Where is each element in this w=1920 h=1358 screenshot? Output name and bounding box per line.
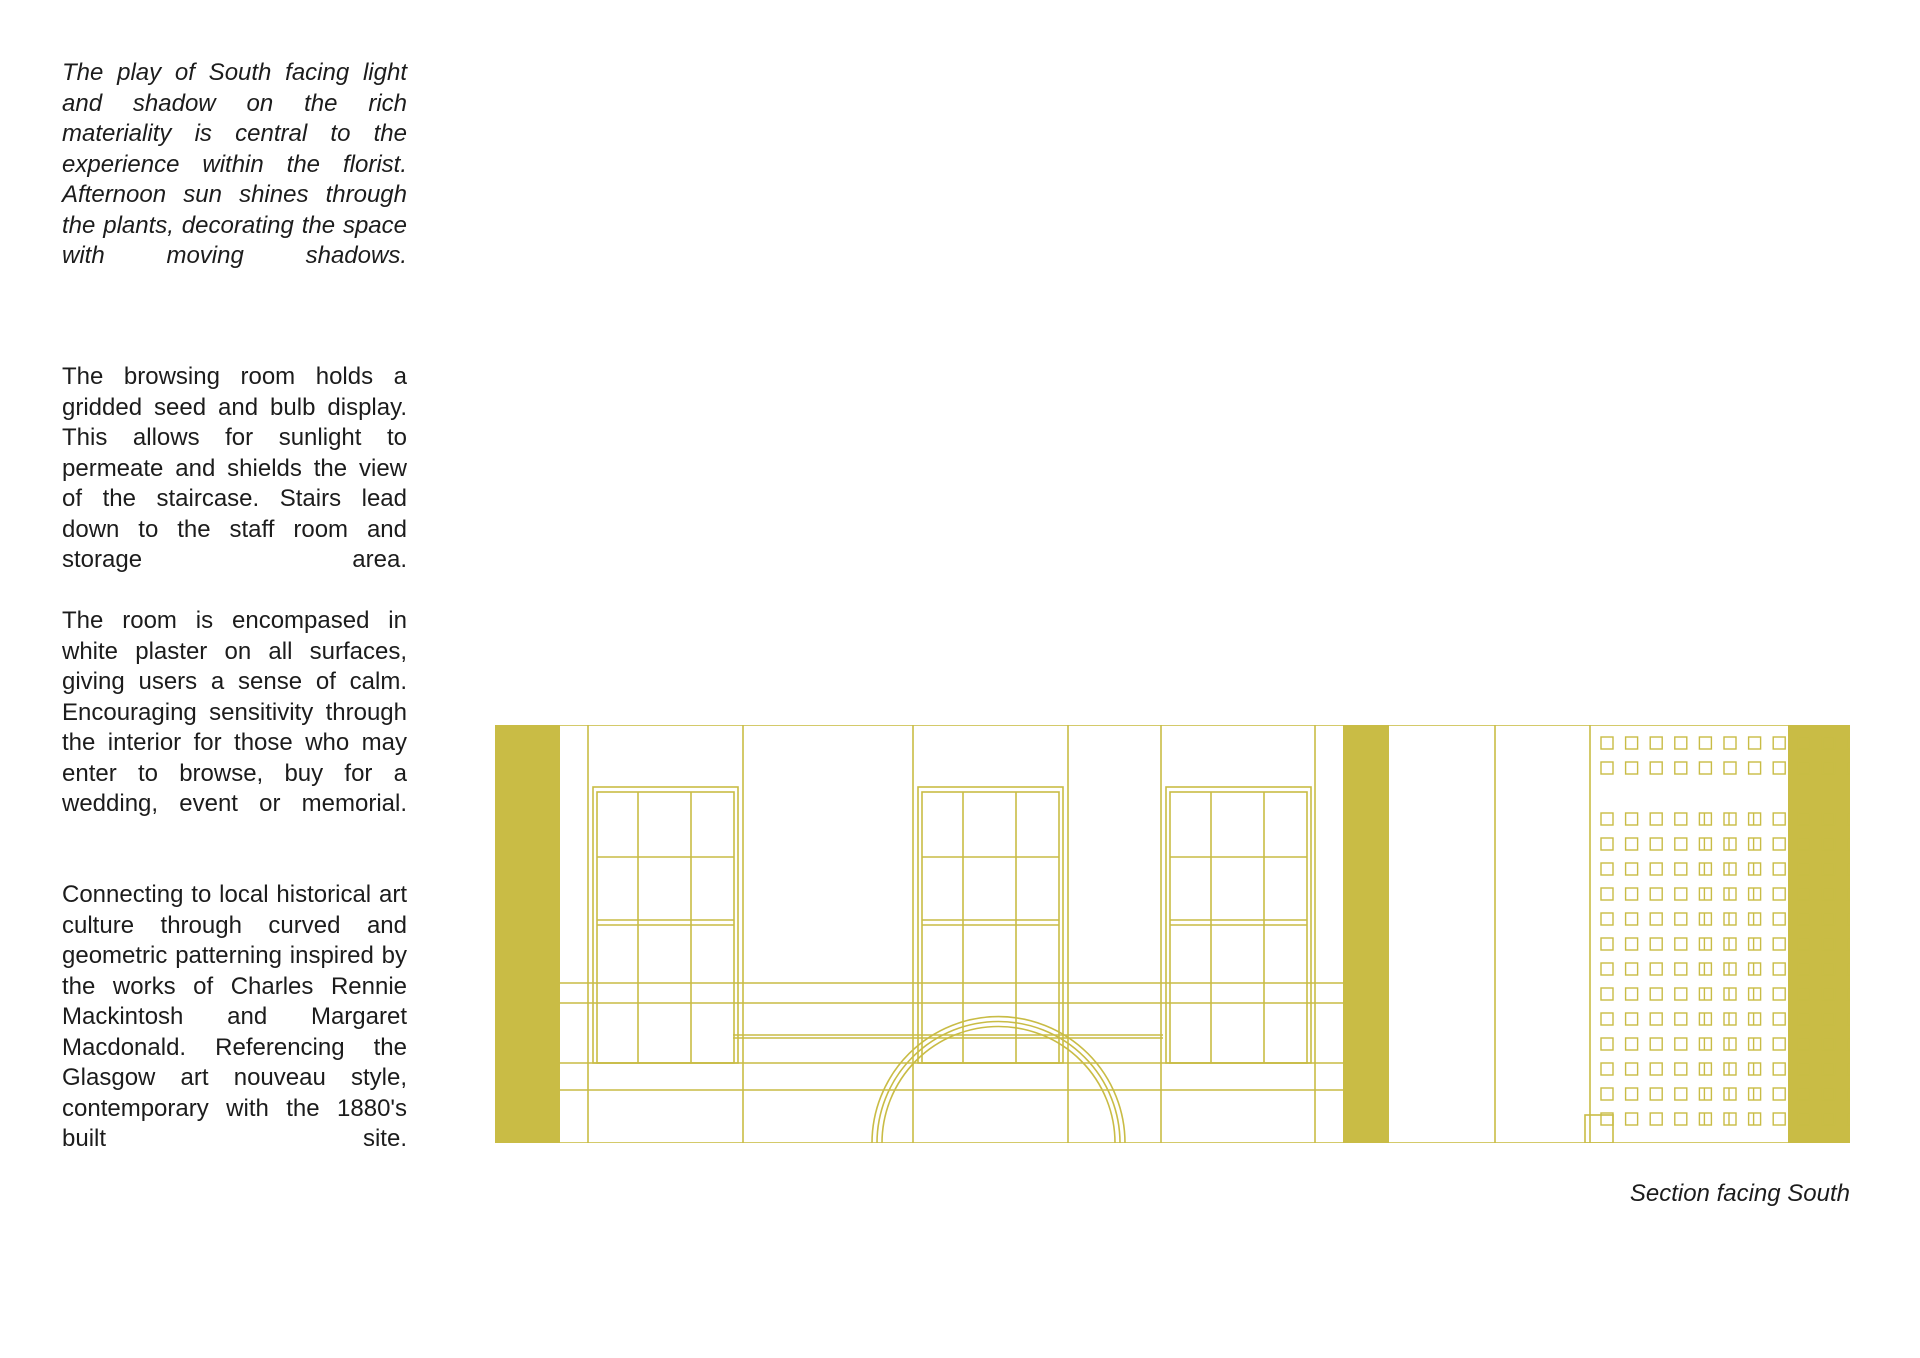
seed-cell (1650, 938, 1662, 950)
seed-cell (1749, 988, 1761, 1000)
seed-cell (1773, 963, 1785, 975)
seed-cell (1675, 963, 1687, 975)
seed-cell (1749, 938, 1761, 950)
seed-cell (1650, 813, 1662, 825)
seed-cell (1724, 988, 1736, 1000)
left-column (495, 725, 560, 1143)
seed-cell (1773, 913, 1785, 925)
seed-cell (1626, 963, 1638, 975)
culture-paragraph: Connecting to local historical art culture through curved and geometric patterning inspired by the works of Charles Rennie Mackintosh and Margaret Macdonald. Referencing the Glasgow art nouveau style, contemporary with the 1880's built site. (62, 881, 407, 1152)
intro-paragraph: The play of South facing light and shadow on the rich materiality is central to the experience within the florist. Afternoon sun shines through the plants, decorating the space with moving shadows. (62, 59, 407, 269)
seed-cell (1626, 1013, 1638, 1025)
seed-cell (1724, 863, 1736, 875)
seed-cell (1699, 838, 1711, 850)
seed-cell (1675, 838, 1687, 850)
seed-cell (1749, 813, 1761, 825)
seed-cell (1699, 1063, 1711, 1075)
seed-cell (1773, 888, 1785, 900)
seed-cell (1601, 938, 1613, 950)
seed-cell (1626, 838, 1638, 850)
seed-cell (1749, 963, 1761, 975)
seed-cell (1601, 1088, 1613, 1100)
seed-cell (1601, 762, 1613, 774)
seed-cell (1773, 762, 1785, 774)
seed-cell (1626, 1088, 1638, 1100)
seed-cell (1650, 1013, 1662, 1025)
seed-cell (1650, 762, 1662, 774)
seed-cell (1626, 938, 1638, 950)
middle-column (1343, 725, 1389, 1143)
browsing-paragraph: The browsing room holds a gridded seed and bulb display. This allows for sunlight to permeate and shields the view of the staircase. Stairs lead down to the staff room and storage area. (62, 363, 407, 573)
sash-window (593, 787, 738, 1063)
drawing-caption: Section facing South (1629, 1180, 1850, 1207)
seed-cell (1601, 913, 1613, 925)
section-linework (495, 725, 1850, 1143)
seed-cell (1724, 838, 1736, 850)
seed-cell (1626, 988, 1638, 1000)
seed-cell (1650, 863, 1662, 875)
seed-cell (1724, 1088, 1736, 1100)
seed-cell (1675, 1038, 1687, 1050)
seed-cell (1650, 1113, 1662, 1125)
seed-cell (1626, 863, 1638, 875)
seed-cell (1724, 963, 1736, 975)
seed-cell (1675, 913, 1687, 925)
seed-cell (1773, 1113, 1785, 1125)
seed-cell (1699, 988, 1711, 1000)
culture-text-block (62, 880, 407, 1155)
seed-cell (1626, 1038, 1638, 1050)
seed-cell (1773, 1063, 1785, 1075)
seed-cell (1749, 737, 1761, 749)
seed-cell (1626, 888, 1638, 900)
seed-cell (1773, 863, 1785, 875)
seed-cell (1773, 838, 1785, 850)
seed-cell (1675, 1113, 1687, 1125)
seed-cell (1675, 1063, 1687, 1075)
seed-cell (1724, 1113, 1736, 1125)
seed-cell (1749, 1088, 1761, 1100)
seed-cell (1626, 913, 1638, 925)
seed-cell (1675, 1088, 1687, 1100)
seed-cell (1626, 813, 1638, 825)
seed-cell (1724, 888, 1736, 900)
section-drawing (495, 725, 1850, 1143)
seed-cell (1650, 888, 1662, 900)
seed-cell (1749, 762, 1761, 774)
seed-cell (1675, 813, 1687, 825)
seed-cell (1601, 863, 1613, 875)
seed-cell (1724, 1063, 1736, 1075)
seed-cell (1773, 1013, 1785, 1025)
seed-cell (1675, 737, 1687, 749)
seed-cell (1724, 737, 1736, 749)
seed-cell (1675, 938, 1687, 950)
seed-cell (1626, 762, 1638, 774)
seed-cell (1749, 1013, 1761, 1025)
seed-cell (1773, 1038, 1785, 1050)
seed-cell (1773, 1088, 1785, 1100)
seed-cell (1699, 1038, 1711, 1050)
seed-cell (1699, 813, 1711, 825)
seed-cell (1601, 838, 1613, 850)
seed-cell (1749, 1113, 1761, 1125)
seed-cell (1675, 863, 1687, 875)
seed-cell (1650, 737, 1662, 749)
seed-cell (1724, 762, 1736, 774)
seed-cell (1699, 737, 1711, 749)
seed-cell (1601, 988, 1613, 1000)
seed-cell (1724, 938, 1736, 950)
seed-cell (1773, 813, 1785, 825)
seed-cell (1699, 888, 1711, 900)
seed-cell (1724, 1038, 1736, 1050)
seed-cell (1650, 838, 1662, 850)
seed-cell (1749, 913, 1761, 925)
seed-cell (1724, 1013, 1736, 1025)
seed-cell (1749, 1063, 1761, 1075)
seed-cell (1699, 762, 1711, 774)
seed-cell (1749, 863, 1761, 875)
seed-cell (1650, 913, 1662, 925)
seed-cell (1749, 838, 1761, 850)
seed-cell (1601, 1013, 1613, 1025)
seed-cell (1650, 963, 1662, 975)
seed-cell (1675, 762, 1687, 774)
seed-cell (1773, 988, 1785, 1000)
seed-cell (1675, 988, 1687, 1000)
seed-cell (1601, 813, 1613, 825)
seed-cell (1601, 1063, 1613, 1075)
browsing-text-block (62, 362, 407, 576)
seed-cell (1650, 1038, 1662, 1050)
seed-cell (1626, 1063, 1638, 1075)
seed-cell (1749, 1038, 1761, 1050)
seed-cell (1601, 737, 1613, 749)
seed-cell (1699, 863, 1711, 875)
seed-cell (1699, 963, 1711, 975)
seed-cell (1601, 1038, 1613, 1050)
seed-cell (1626, 1113, 1638, 1125)
seed-cell (1773, 737, 1785, 749)
seed-cell (1699, 1088, 1711, 1100)
seed-cell (1724, 813, 1736, 825)
seed-cell (1626, 737, 1638, 749)
seed-cell (1699, 938, 1711, 950)
seed-cell (1675, 1013, 1687, 1025)
right-column (1788, 725, 1850, 1143)
seed-cell (1601, 963, 1613, 975)
sash-window (1166, 787, 1311, 1063)
seed-cell (1699, 1013, 1711, 1025)
seed-cell (1773, 938, 1785, 950)
seed-cell (1675, 888, 1687, 900)
seed-cell (1650, 1088, 1662, 1100)
seed-cell (1650, 988, 1662, 1000)
intro-text-block (62, 58, 407, 272)
seed-cell (1749, 888, 1761, 900)
seed-cell (1699, 913, 1711, 925)
seed-cell (1699, 1113, 1711, 1125)
plaster-text-block (62, 606, 407, 820)
seed-cell (1601, 888, 1613, 900)
seed-cell (1650, 1063, 1662, 1075)
seed-cell (1724, 913, 1736, 925)
plaster-paragraph: The room is encompased in white plaster on all surfaces, giving users a sense of calm. Encouraging sensitivity through the interior for those who may enter to browse, buy for a wedding, event or memorial. (62, 607, 407, 817)
